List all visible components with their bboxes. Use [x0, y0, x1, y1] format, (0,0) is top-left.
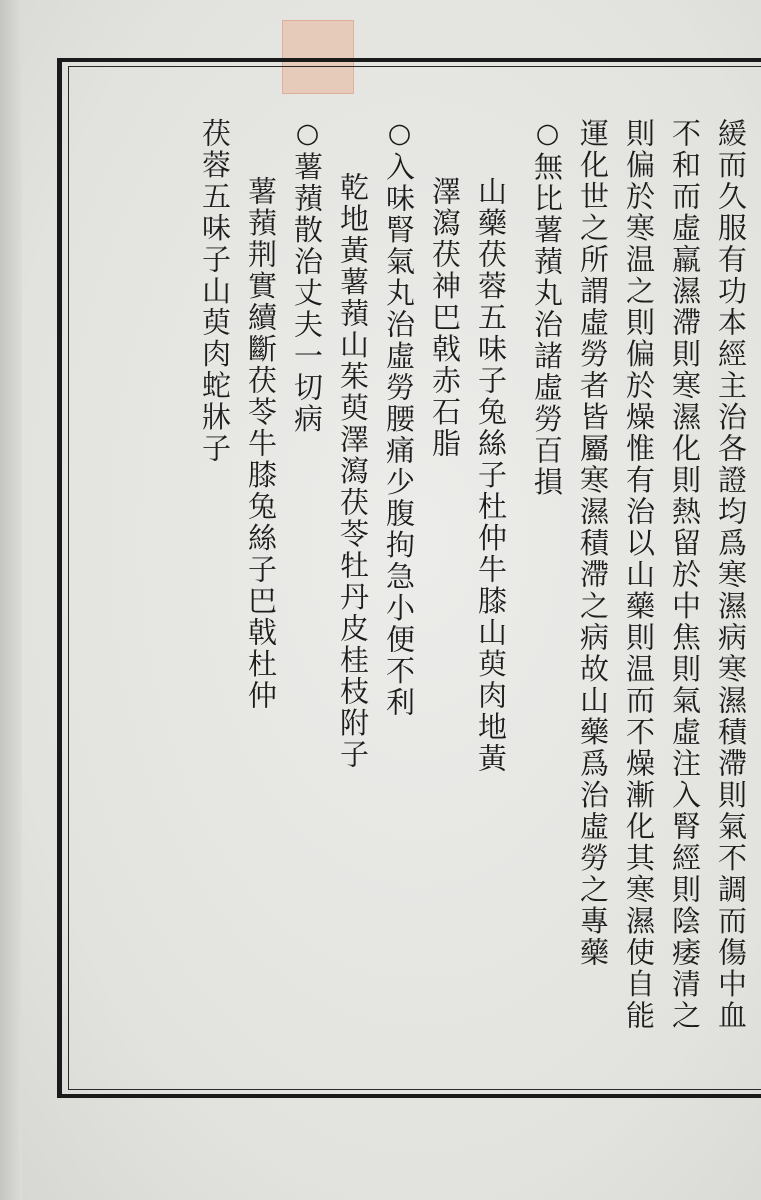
formula-3-name: 薯蕷散 [290, 151, 324, 246]
formula-1-herbs-line-2 [422, 118, 468, 1048]
formula-3-herbs-line-1 [238, 118, 284, 1048]
herb: 牛膝 [244, 428, 278, 491]
herb: 山萸肉 [474, 617, 508, 712]
herb: 附子 [336, 707, 370, 771]
formula-2-description: 治虛勞腰痛少腹拘急小便不利 [382, 309, 416, 719]
herb: 地黃 [474, 711, 508, 775]
formula-2-herbs-line-1 [330, 118, 376, 1048]
herb: 杜仲 [244, 648, 278, 712]
herb: 牛膝 [474, 554, 508, 617]
herb: 澤瀉 [336, 424, 370, 487]
herb: 薯蕷 [336, 266, 370, 330]
vertical-text-body [82, 118, 754, 1048]
herb: 巴戟 [244, 585, 278, 649]
herb: 茯蓉 [474, 239, 508, 302]
herb: 荆實 [244, 239, 278, 302]
circle-mark-icon: ○ [532, 118, 563, 152]
formula-3-description: 治丈夫一切病 [290, 246, 324, 435]
circle-mark-icon: ○ [292, 118, 323, 152]
circle-mark-icon: ○ [384, 118, 415, 152]
formula-3-herbs-line-2 [192, 118, 238, 1048]
herb: 山茱萸 [336, 329, 370, 424]
herb: 續斷 [244, 302, 278, 365]
herb: 山藥 [474, 176, 508, 239]
herb: 巴戟 [428, 302, 462, 365]
herb: 杜仲 [474, 491, 508, 554]
herb: 乾地黃 [336, 172, 370, 267]
text-column-3: 則偏於寒温之則偏於燥惟有治以山藥則温而不燥漸化其寒濕使自能 [622, 118, 656, 1032]
formula-2-title [376, 118, 422, 1048]
herb: 五味子 [474, 302, 508, 397]
formula-2-name: 入味腎氣丸 [382, 151, 416, 309]
herb: 牡丹皮 [336, 550, 370, 645]
formula-1-title [524, 118, 570, 1048]
text-column-1: 緩而久服有功本經主治各證均爲寒濕病寒濕積滯則氣不調而傷中血 [714, 118, 748, 1032]
herb: 茯神 [428, 239, 462, 302]
herb: 茯蓉 [198, 118, 232, 181]
herb: 蛇牀子 [198, 370, 232, 465]
text-column-2: 不和而虛羸濕滯則寒濕化則熱留於中焦則氣虛注入腎經則陰痿清之 [668, 118, 702, 1032]
herb: 澤瀉 [428, 176, 462, 239]
herb: 山萸肉 [198, 275, 232, 370]
book-spine [0, 0, 22, 1200]
herb: 茯苓 [244, 365, 278, 428]
herb: 五味子 [198, 181, 232, 276]
formula-3-title [284, 118, 330, 1048]
herb: 赤石脂 [428, 365, 462, 460]
text-column-4: 運化世之所謂虛勞者皆屬寒濕積滯之病故山藥爲治虛勞之專藥 [576, 118, 610, 969]
herb: 兔絲子 [474, 396, 508, 491]
formula-1-description: 治諸虛勞百損 [530, 309, 564, 498]
herb: 薯蕷 [244, 176, 278, 239]
herb: 兔絲子 [244, 491, 278, 586]
formula-1-herbs-line-1 [468, 118, 514, 1048]
herb: 茯苓 [336, 487, 370, 550]
formula-1-name: 無比薯蕷丸 [530, 151, 564, 309]
herb: 桂枝 [336, 644, 370, 708]
